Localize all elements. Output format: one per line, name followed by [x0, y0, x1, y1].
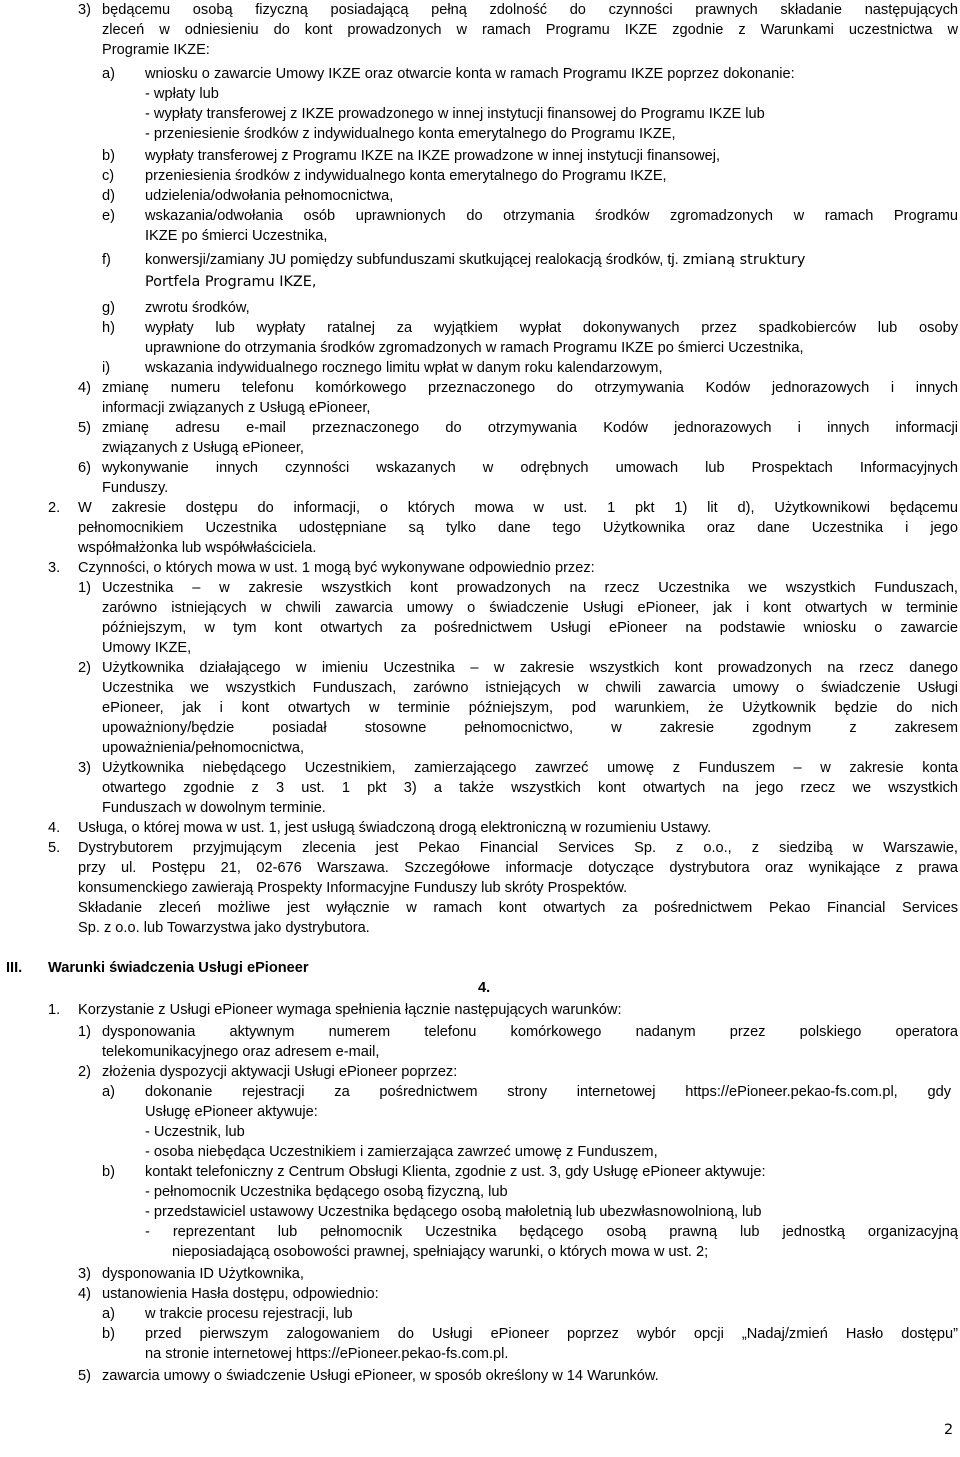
section-number: 3.	[48, 560, 61, 576]
paragraph-line: ustanowienia Hasła dostępu, odpowiednio:	[102, 1286, 379, 1302]
paragraph-line: Dystrybutorem przyjmującym zlecenia jest Pekao Financial Services Sp. z o.o., z siedzibą w Warszawie,	[78, 840, 958, 856]
paragraph-line: na stronie internetowej https://ePioneer.pekao-fs.com.pl.	[145, 1346, 509, 1362]
dash-item: - Uczestnik, lub	[145, 1124, 245, 1140]
paragraph-line: Uczestnika – w zakresie wszystkich kont prowadzonych na rzecz Uczestnika we wszystkich Funduszach,	[102, 580, 958, 596]
item-number: 3)	[78, 1266, 91, 1282]
item-letter: g)	[102, 300, 115, 316]
paragraph-line: Funduszy.	[102, 480, 169, 496]
item-number: 1)	[78, 1024, 91, 1040]
paragraph-line: zawarcia umowy o świadczenie Usługi ePioneer, w sposób określony w 14 Warunków.	[102, 1368, 659, 1384]
paragraph-line: późniejszym, w tym kont otwartych za pośrednictwem Usługi ePioneer na podstawie wniosku o zawarcie	[102, 620, 958, 636]
paragraph-line: kontakt telefoniczny z Centrum Obsługi Klienta, zgodnie z ust. 3, gdy Usługę ePioneer aktywuje:	[145, 1164, 766, 1180]
item-number: 1)	[78, 580, 91, 596]
paragraph-line: otwartego zgodnie z 3 ust. 1 pkt 3) a także wszystkich kont otwartych na jego rzecz we wszystkich	[102, 780, 958, 796]
dash-item: - osoba niebędąca Uczestnikiem i zamierzająca zawrzeć umowę z Funduszem,	[145, 1144, 658, 1160]
paragraph-line: złożenia dyspozycji aktywacji Usługi ePioneer poprzez:	[102, 1064, 458, 1080]
paragraph-line: Sp. z o.o. lub Towarzystwa jako dystrybutora.	[78, 920, 370, 936]
section-number: 2.	[48, 500, 61, 516]
paragraph-line: w trakcie procesu rejestracji, lub	[145, 1306, 353, 1322]
paragraph-line: współmałżonka lub współwłaściciela.	[78, 540, 317, 556]
item-number: 2)	[78, 1064, 91, 1080]
dash-item: - pełnomocnik Uczestnika będącego osobą fizyczną, lub	[145, 1184, 508, 1200]
dash-item: - reprezentant lub pełnomocnik Uczestnika będącego osobą prawną lub jednostką organizacyjną	[145, 1224, 958, 1240]
paragraph-line: zmianę adresu e-mail przeznaczonego do otrzymywania Kodów jednorazowych i innych informacji	[102, 420, 958, 436]
section-number: 4.	[48, 820, 61, 836]
calibri-line: Portfela Programu IKZE,	[145, 274, 317, 290]
dash-item: - przedstawiciel ustawowy Uczestnika będącego osobą małoletnią lub ubezwłasnowolnioną, lub	[145, 1204, 762, 1220]
paragraph-line: wniosku o zawarcie Umowy IKZE oraz otwarcie konta w ramach Programu IKZE poprzez dokonanie:	[145, 66, 795, 82]
paragraph-line: Usługę ePioneer aktywuje:	[145, 1104, 318, 1120]
section-number: 5.	[48, 840, 61, 856]
paragraph-line: Usługa, o której mowa w ust. 1, jest usługą świadczoną drogą elektroniczną w rozumieniu Ustawy.	[78, 820, 712, 836]
paragraph-line: W zakresie dostępu do informacji, o których mowa w ust. 1 pkt 1) lit d), Użytkownikowi będącemu	[78, 500, 958, 516]
item-letter: i)	[102, 360, 111, 376]
item-letter: c)	[102, 168, 115, 184]
paragraph-line: Użytkownika niebędącego Uczestnikiem, zamierzającego zawrzeć umowę z Funduszem – w zakresie konta	[102, 760, 958, 776]
paragraph-line: zmianę numeru telefonu komórkowego przeznaczonego do otrzymywania Kodów jednorazowych i innych	[102, 380, 958, 396]
paragraph-line: upoważniony/będzie posiadał stosowne pełnomocnictwo, w zakresie zgodnym z zakresem	[102, 720, 958, 736]
item-letter: e)	[102, 208, 115, 224]
paragraph-line: Funduszach w dowolnym terminie.	[102, 800, 326, 816]
dash-item-continued: nieposiadającą osobowości prawnej, spełniający warunki, o których mowa w ust. 2;	[172, 1244, 709, 1260]
chapter-title: Warunki świadczenia Usługi ePioneer	[48, 960, 309, 976]
paragraph-line: zwrotu środków,	[145, 300, 250, 316]
item-number: 5)	[78, 420, 91, 436]
paragraph-line: dysponowania ID Użytkownika,	[102, 1266, 304, 1282]
paragraph-line: zleceń w odniesieniu do kont prowadzonych w ramach Programu IKZE zgodnie z Warunkami uczestnictwa w	[102, 22, 958, 38]
paragraph-line: wskazania/odwołania osób uprawnionych do otrzymania środków zgromadzonych w ramach Programu	[145, 208, 958, 224]
paragraph-line: Uczestnika we wszystkich Funduszach, zarówno istniejących w chwili zawarcia umowy o świadczenie Usługi	[102, 680, 958, 696]
item-letter: f)	[102, 252, 111, 268]
item-number: 5)	[78, 1368, 91, 1384]
item-letter: d)	[102, 188, 115, 204]
paragraph-line: upoważnienia/pełnomocnictwa,	[102, 740, 305, 756]
paragraph-text: konwersji/zamiany JU pomiędzy subfunduszami skutkującej realokacją środków, tj.	[145, 252, 679, 268]
paragraph-line: uprawnione do otrzymania środków zgromadzonych w ramach Programu IKZE po śmierci Uczestnika,	[145, 340, 804, 356]
paragraph-mark: 4.	[478, 980, 491, 996]
item-number: 3)	[78, 2, 91, 18]
dash-item: - wypłaty transferowej z IKZE prowadzonego w innej instytucji finansowej do Programu IKZE lub	[145, 106, 765, 122]
paragraph-line: Czynności, o których mowa w ust. 1 mogą być wykonywane odpowiednio przez:	[78, 560, 595, 576]
item-letter: a)	[102, 66, 115, 82]
paragraph-line: wskazania indywidualnego rocznego limitu wpłat w danym roku kalendarzowym,	[145, 360, 663, 376]
paragraph-line: będącemu osobą fizyczną posiadającą pełną zdolność do czynności prawnych składanie następujących	[102, 2, 958, 18]
paragraph-line: Umowy IKZE,	[102, 640, 192, 656]
item-letter: b)	[102, 1326, 115, 1342]
item-letter: a)	[102, 1306, 115, 1322]
paragraph-line: Programie IKZE:	[102, 42, 210, 58]
paragraph-line: pełnomocnikiem Uczestnika udostępniane są tylko dane tego Użytkownika oraz dane Uczestnika i jego	[78, 520, 958, 536]
section-number: 1.	[48, 1002, 61, 1018]
paragraph-line: Użytkownika działającego w imieniu Uczestnika – w zakresie wszystkich kont prowadzonych na rzecz danego	[102, 660, 958, 676]
paragraph-line: telekomunikacyjnego oraz adresem e-mail,	[102, 1044, 380, 1060]
paragraph-line: zarówno istniejących w chwili zawarcia umowy o świadczenie Usługi ePioneer, jak i kont otwartych w terminie	[102, 600, 958, 616]
paragraph-line: dysponowania aktywnym numerem telefonu komórkowego nadanym przez polskiego operatora	[102, 1024, 958, 1040]
dash-item: - przeniesienie środków z indywidualnego konta emerytalnego do Programu IKZE,	[145, 126, 676, 142]
item-letter: b)	[102, 1164, 115, 1180]
paragraph-line: ePioneer, jak i kont otwartych w terminie późniejszym, pod warunkiem, że Użytkownik będzie do nich	[102, 700, 958, 716]
paragraph-line: przed pierwszym zalogowaniem do Usługi ePioneer poprzez wybór opcji „Nadaj/zmień Hasło dostępu”	[145, 1326, 958, 1342]
paragraph-line	[145, 250, 958, 270]
paragraph-line: informacji związanych z Usługą ePioneer,	[102, 400, 371, 416]
item-number: 6)	[78, 460, 91, 476]
chapter-number: III.	[6, 960, 23, 976]
paragraph-line: dokonanie rejestracji za pośrednictwem strony internetowej https://ePioneer.pekao-fs.com.pl, gdy	[145, 1084, 951, 1100]
paragraph-line: udzielenia/odwołania pełnomocnictwa,	[145, 188, 394, 204]
paragraph-line: Składanie zleceń możliwe jest wyłącznie w ramach kont otwartych za pośrednictwem Pekao Financial Services	[78, 900, 958, 916]
item-letter: a)	[102, 1084, 115, 1100]
item-letter: h)	[102, 320, 115, 336]
calibri-text: zmianą struktury	[682, 252, 806, 268]
paragraph-line: wykonywanie innych czynności wskazanych w odrębnych umowach lub Prospektach Informacyjnych	[102, 460, 958, 476]
item-number: 4)	[78, 1286, 91, 1302]
item-number: 4)	[78, 380, 91, 396]
item-letter: b)	[102, 148, 115, 164]
dash-item: - wpłaty lub	[145, 86, 219, 102]
paragraph-line: związanych z Usługą ePioneer,	[102, 440, 304, 456]
paragraph-line: przeniesienia środków z indywidualnego konta emerytalnego do Programu IKZE,	[145, 168, 667, 184]
paragraph-line: przy ul. Postępu 21, 02-676 Warszawa. Szczegółowe informacje dotyczące dystrybutora oraz wynikające z prawa	[78, 860, 958, 876]
paragraph-line: wypłaty transferowej z Programu IKZE na IKZE prowadzone w innej instytucji finansowej,	[145, 148, 721, 164]
paragraph-line: IKZE po śmierci Uczestnika,	[145, 228, 328, 244]
item-number: 2)	[78, 660, 91, 676]
paragraph-line: Korzystanie z Usługi ePioneer wymaga spełnienia łącznie następujących warunków:	[78, 1002, 622, 1018]
paragraph-line: wypłaty lub wypłaty ratalnej za wyjątkiem wypłat dokonywanych przez spadkobierców lub osoby	[145, 320, 958, 336]
item-number: 3)	[78, 760, 91, 776]
paragraph-line: konsumenckiego zawierają Prospekty Informacyjne Funduszy lub skróty Prospektów.	[78, 880, 628, 896]
page-number: 2	[944, 1422, 954, 1438]
